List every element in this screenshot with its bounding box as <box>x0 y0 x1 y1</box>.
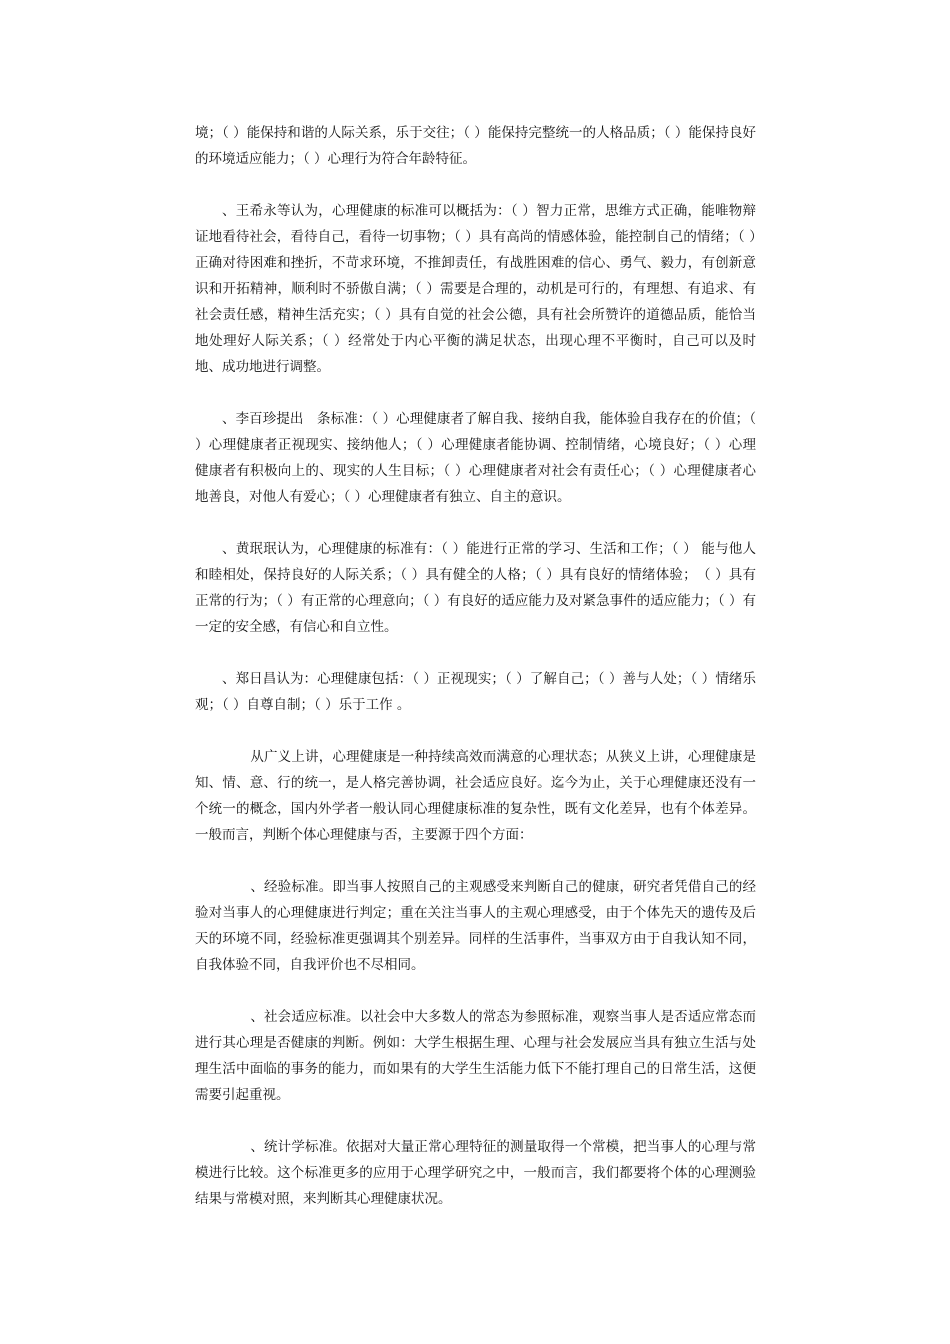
paragraph-huang-minmin: 、黄珉珉认为，心理健康的标准有：（ ）能进行正常的学习、生活和工作；（ ） 能与他人和睦相处，保持良好的人际关系；（ ）具有健全的人格；（ ）具有良好的情绪体验； （ ）具有正常的行为；（ ）有正常的心理意向；（ ）有良好的适应能力及对紧急事件的适应能力；（ ）有一定的安全感，有信心和自立性。 <box>195 541 756 635</box>
paragraph-definition: 从广义上讲，心理健康是一种持续高效而满意的心理状态；从狭义上讲，心理健康是知、情、意、行的统一，是人格完善协调，社会适应良好。迄今为止，关于心理健康还没有一个统一的概念，国内外学者一般认同心理健康标准的复杂性，既有文化差异，也有个体差异。一般而言，判断个体心理健康与否，主要源于四个方面： <box>195 749 756 843</box>
paragraph-social-adaptation-standard: 、社会适应标准。以社会中大多数人的常态为参照标准，观察当事人是否适应常态而进行其心理是否健康的判断。例如：大学生根据生理、心理与社会发展应当具有独立生活与处理生活中面临的事务的能力，而如果有的大学生生活能力低下不能打理自己的日常生活，这便需要引起重视。 <box>195 1009 756 1103</box>
paragraph-zheng-richang: 、郑日昌认为：心理健康包括：（ ）正视现实；（ ）了解自己；（ ）善与人处；（ ）情绪乐观；（ ）自尊自制；（ ）乐于工作 。 <box>195 671 756 713</box>
paragraph-li-baizhen: 、李百珍提出 条标准：（ ）心理健康者了解自我、接纳自我，能体验自我存在的价值；（ ）心理健康者正视现实、接纳他人；（ ）心理健康者能协调、控制情绪，心境良好；（ ）心理健康者有积极向上的、现实的人生目标；（ ）心理健康者对社会有责任心；（ ）心理健康者心地善良，对他人有爱心；（ ）心理健康者有独立、自主的意识。 <box>195 411 756 505</box>
paragraph-continuation: 境；（ ）能保持和谐的人际关系，乐于交往；（ ）能保持完整统一的人格品质；（ ）能保持良好的环境适应能力；（ ）心理行为符合年龄特征。 <box>195 125 756 167</box>
paragraph-statistical-standard: 、统计学标准。依据对大量正常心理特征的测量取得一个常模，把当事人的心理与常模进行比较。这个标准更多的应用于心理学研究之中，一般而言，我们都要将个体的心理测验结果与常模对照，来判断其心理健康状况。 <box>195 1139 756 1207</box>
document-page <box>195 120 756 1212</box>
paragraph-wang-xiyong: 、王希永等认为，心理健康的标准可以概括为：（ ）智力正常，思维方式正确，能唯物辩证地看待社会，看待自己，看待一切事物；（ ）具有高尚的情感体验，能控制自己的情绪；（ ）正确对待困难和挫折，不苛求环境，不推卸责任，有战胜困难的信心、勇气、毅力，有创新意识和开拓精神，顺利时不骄傲自满；（ ）需要是合理的，动机是可行的，有理想、有追求、有社会责任感，精神生活充实；（ ）具有自觉的社会公德，具有社会所赞许的道德品质，能恰当地处理好人际关系；（ ）经常处于内心平衡的满足状态，出现心理不平衡时，自己可以及时地、成功地进行调整。 <box>195 203 756 375</box>
paragraph-experience-standard: 、经验标准。即当事人按照自己的主观感受来判断自己的健康，研究者凭借自己的经验对当事人的心理健康进行判定；重在关注当事人的主观心理感受，由于个体先天的遗传及后天的环境不同，经验标准更强调其个别差异。同样的生活事件，当事双方由于自我认知不同，自我体验不同，自我评价也不尽相同。 <box>195 879 756 973</box>
